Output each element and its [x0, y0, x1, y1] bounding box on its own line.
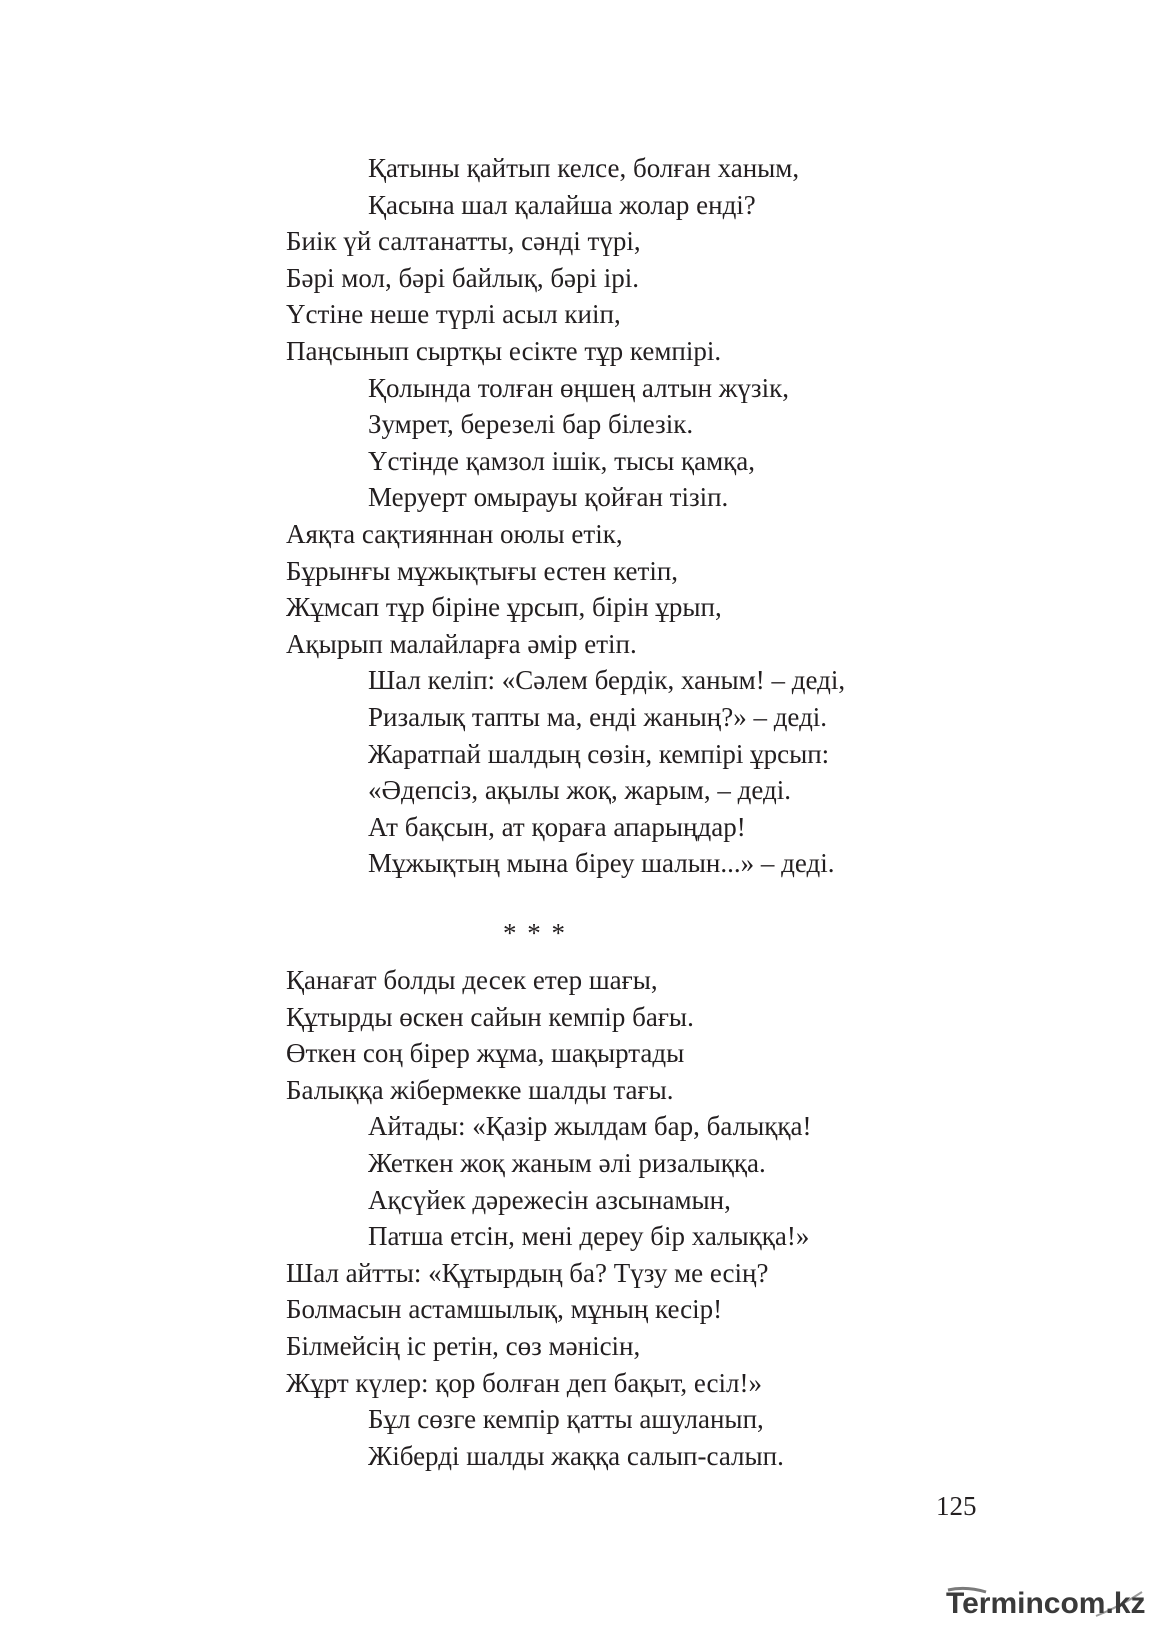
poem-line: Мұжықтың мына біреу шалын...» – деді. — [368, 848, 835, 879]
poem-line: Бұл сөзге кемпір қатты ашуланып, — [368, 1404, 764, 1435]
poem-line: Ризалық тапты ма, енді жаның?» – деді. — [368, 701, 828, 732]
page-number: 125 — [936, 1491, 977, 1521]
poem-line: Қасына шал қалайша жолар енді? — [368, 189, 756, 220]
stanza-separator: * * * — [503, 918, 567, 948]
poem-line: Қатыны қайтып келсе, болған ханым, — [368, 153, 800, 183]
poem-line: Бұрынғы мұжықтығы естен кетіп, — [286, 555, 679, 586]
poem-line: Ақырып малайларға әмір етіп. — [286, 628, 637, 659]
poem-line: Бәрі мол, бәрі байлық, бәрі ірі. — [286, 262, 640, 293]
poem-line: Қанағат болды десек етер шағы, — [286, 965, 658, 995]
poem-line: Балыққа жібермекке шалды тағы. — [286, 1074, 674, 1105]
poem-line: Шал келіп: «Сәлем бердік, ханым! – деді, — [368, 665, 846, 696]
poem-line: Аяқта сақтияннан оюлы етік, — [286, 518, 623, 549]
poem-stanza-1 — [286, 150, 845, 882]
poem-line: Айтады: «Қазір жылдам бар, балыққа! — [368, 1111, 812, 1142]
watermark-text: Termincom.kz — [946, 1587, 1146, 1620]
poem-line: Үстінде қамзол ішік, тысы қамқа, — [368, 445, 756, 476]
poem-line: Ат бақсын, ат қораға апарыңдар! — [368, 811, 746, 842]
poem-line: Жұрт күлер: қор болған деп бақыт, есіл!» — [286, 1367, 762, 1398]
poem-line: Болмасын астамшылық, мұның кесір! — [286, 1294, 723, 1325]
poem-line: Жеткен жоқ жаным әлі ризалыққа. — [368, 1147, 766, 1178]
poem-line: Ақсүйек дәрежесін азсынамын, — [368, 1184, 731, 1215]
poem-line: Зумрет, березелі бар білезік. — [368, 409, 694, 440]
poem-line: Жаратпай шалдың сөзін, кемпірі ұрсып: — [368, 738, 830, 769]
poem-line: «Әдепсіз, ақылы жоқ, жарым, – деді. — [368, 775, 791, 806]
poem-line: Паңсынып сыртқы есікте тұр кемпірі. — [286, 335, 722, 366]
poem-line: Меруерт омырауы қойған тізіп. — [368, 482, 729, 513]
poem-line: Қолында толған өңшең алтын жүзік, — [368, 372, 789, 403]
poem-stanza-2 — [286, 962, 811, 1474]
site-watermark-logo — [946, 1586, 1146, 1626]
poem-line: Өткен соң бірер жұма, шақыртады — [286, 1038, 685, 1069]
poem-line: Патша етсін, мені дереу бір халыққа!» — [368, 1221, 810, 1252]
poem-line: Жіберді шалды жаққа салып-салып. — [368, 1440, 784, 1471]
poem-line: Жұмсап тұр біріне ұрсып, бірін ұрып, — [286, 592, 722, 623]
poem-line: Шал айтты: «Құтырдың ба? Түзу ме есің? — [286, 1257, 769, 1288]
poem-line: Үстіне неше түрлі асыл киіп, — [286, 299, 621, 330]
poem-line: Құтырды өскен сайын кемпір бағы. — [286, 1001, 694, 1032]
poem-line: Биік үй салтанатты, сәнді түрі, — [286, 226, 641, 257]
poem-line: Білмейсің іс ретін, сөз мәнісін, — [286, 1330, 641, 1361]
